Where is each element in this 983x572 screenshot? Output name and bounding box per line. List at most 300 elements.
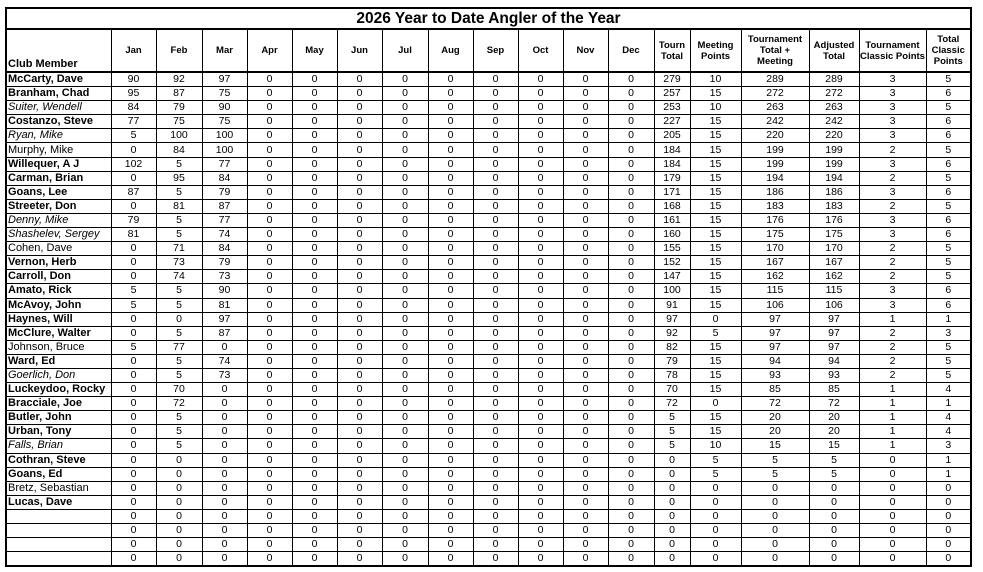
score-cell: 0 [382, 467, 428, 481]
score-cell: 0 [473, 467, 518, 481]
score-cell: 5 [156, 298, 202, 312]
score-cell: 5 [926, 354, 970, 368]
score-cell: 0 [428, 524, 473, 538]
score-cell: 0 [608, 72, 654, 87]
score-cell: 0 [337, 101, 382, 115]
score-cell: 0 [809, 524, 859, 538]
score-cell: 0 [428, 242, 473, 256]
score-cell: 0 [428, 171, 473, 185]
score-cell: 5 [111, 340, 156, 354]
score-cell: 15 [690, 256, 741, 270]
score-cell: 0 [292, 481, 337, 495]
score-cell: 0 [247, 270, 292, 284]
member-name-cell: Ryan, Mike [7, 129, 111, 143]
score-cell: 0 [608, 284, 654, 298]
score-cell: 2 [859, 143, 926, 157]
score-cell: 0 [473, 495, 518, 509]
score-cell: 84 [156, 143, 202, 157]
column-header-jun: Jun [337, 30, 382, 72]
table-row [7, 213, 970, 227]
table-row [7, 256, 970, 270]
score-cell: 0 [382, 340, 428, 354]
score-cell: 0 [518, 453, 563, 467]
score-cell: 152 [654, 256, 690, 270]
column-header-tourn-total: Tourn Total [654, 30, 690, 72]
score-cell: 0 [156, 552, 202, 566]
score-cell: 0 [473, 354, 518, 368]
score-cell: 97 [809, 340, 859, 354]
score-cell: 0 [156, 509, 202, 523]
score-cell: 147 [654, 270, 690, 284]
member-name-cell: Streeter, Don [7, 199, 111, 213]
table-row [7, 368, 970, 382]
score-cell: 0 [741, 481, 809, 495]
column-header-jan: Jan [111, 30, 156, 72]
score-cell: 70 [156, 383, 202, 397]
score-cell: 0 [563, 270, 608, 284]
score-cell: 0 [111, 312, 156, 326]
score-cell: 175 [741, 228, 809, 242]
score-cell: 0 [428, 467, 473, 481]
score-cell: 0 [111, 467, 156, 481]
header-row [7, 30, 970, 72]
score-cell: 0 [111, 425, 156, 439]
score-cell: 3 [859, 298, 926, 312]
score-cell: 0 [247, 72, 292, 87]
member-name-cell [7, 524, 111, 538]
standings-table [7, 30, 970, 565]
score-cell: 15 [690, 383, 741, 397]
score-cell: 0 [563, 312, 608, 326]
score-cell: 167 [741, 256, 809, 270]
score-cell: 0 [247, 552, 292, 566]
score-cell: 79 [156, 101, 202, 115]
score-cell: 0 [859, 509, 926, 523]
score-cell: 0 [292, 101, 337, 115]
score-cell: 0 [382, 256, 428, 270]
score-cell: 95 [156, 171, 202, 185]
score-cell: 0 [428, 411, 473, 425]
score-cell: 0 [859, 467, 926, 481]
score-cell: 0 [654, 481, 690, 495]
score-cell: 0 [518, 495, 563, 509]
score-cell: 0 [563, 143, 608, 157]
score-cell: 0 [111, 552, 156, 566]
member-name-cell: Haynes, Will [7, 312, 111, 326]
score-cell: 3 [859, 115, 926, 129]
score-cell: 0 [608, 368, 654, 382]
score-cell: 75 [202, 87, 247, 101]
table-row [7, 115, 970, 129]
score-cell: 0 [337, 354, 382, 368]
score-cell: 0 [337, 129, 382, 143]
score-cell: 0 [247, 383, 292, 397]
score-cell: 87 [111, 185, 156, 199]
table-row [7, 185, 970, 199]
score-cell: 0 [563, 439, 608, 453]
score-cell: 0 [518, 87, 563, 101]
column-header-aug: Aug [428, 30, 473, 72]
score-cell: 1 [926, 453, 970, 467]
score-cell: 74 [156, 270, 202, 284]
score-cell: 0 [859, 495, 926, 509]
score-cell: 0 [608, 524, 654, 538]
score-cell: 0 [654, 538, 690, 552]
score-cell: 15 [690, 284, 741, 298]
table-row [7, 87, 970, 101]
score-cell: 0 [518, 368, 563, 382]
score-cell: 199 [809, 143, 859, 157]
score-cell: 175 [809, 228, 859, 242]
score-cell: 15 [690, 270, 741, 284]
score-cell: 0 [111, 538, 156, 552]
score-cell: 0 [382, 298, 428, 312]
table-row [7, 397, 970, 411]
score-cell: 0 [292, 115, 337, 129]
score-cell: 0 [926, 481, 970, 495]
score-cell: 0 [202, 524, 247, 538]
score-cell: 0 [202, 340, 247, 354]
table-row [7, 199, 970, 213]
score-cell: 0 [382, 270, 428, 284]
score-cell: 0 [247, 284, 292, 298]
table-row [7, 453, 970, 467]
score-cell: 15 [690, 298, 741, 312]
score-cell: 0 [337, 524, 382, 538]
score-cell: 15 [690, 354, 741, 368]
member-name-cell: Costanzo, Steve [7, 115, 111, 129]
member-name-cell: Ward, Ed [7, 354, 111, 368]
score-cell: 0 [428, 270, 473, 284]
score-cell: 0 [654, 453, 690, 467]
score-cell: 0 [337, 439, 382, 453]
score-cell: 0 [292, 368, 337, 382]
score-cell: 0 [428, 552, 473, 566]
score-cell: 0 [859, 538, 926, 552]
score-cell: 0 [337, 397, 382, 411]
score-cell: 0 [741, 538, 809, 552]
score-cell: 0 [337, 326, 382, 340]
score-cell: 0 [247, 256, 292, 270]
score-cell: 0 [292, 185, 337, 199]
score-cell: 0 [654, 524, 690, 538]
score-cell: 102 [111, 157, 156, 171]
score-cell: 15 [690, 411, 741, 425]
member-name-cell: Goans, Lee [7, 185, 111, 199]
score-cell: 0 [382, 552, 428, 566]
score-cell: 92 [654, 326, 690, 340]
score-cell: 100 [654, 284, 690, 298]
table-body [7, 72, 970, 565]
score-cell: 0 [382, 411, 428, 425]
score-cell: 0 [563, 467, 608, 481]
score-cell: 5 [690, 467, 741, 481]
score-cell: 0 [563, 368, 608, 382]
score-cell: 0 [690, 481, 741, 495]
score-cell: 0 [608, 439, 654, 453]
table-row [7, 411, 970, 425]
score-cell: 70 [654, 383, 690, 397]
score-cell: 78 [654, 368, 690, 382]
score-cell: 0 [247, 129, 292, 143]
score-cell: 168 [654, 199, 690, 213]
score-cell: 0 [608, 340, 654, 354]
score-cell: 0 [337, 453, 382, 467]
table-row [7, 552, 970, 566]
score-cell: 71 [156, 242, 202, 256]
score-cell: 0 [247, 199, 292, 213]
score-cell: 0 [563, 157, 608, 171]
score-cell: 0 [382, 185, 428, 199]
score-cell: 0 [859, 552, 926, 566]
score-cell: 0 [382, 312, 428, 326]
score-cell: 5 [156, 326, 202, 340]
score-cell: 0 [608, 495, 654, 509]
score-cell: 0 [111, 439, 156, 453]
score-cell: 0 [202, 453, 247, 467]
table-row [7, 340, 970, 354]
score-cell: 3 [926, 326, 970, 340]
score-cell: 0 [247, 101, 292, 115]
score-cell: 0 [337, 368, 382, 382]
score-cell: 0 [473, 228, 518, 242]
score-cell: 0 [111, 368, 156, 382]
score-cell: 0 [111, 481, 156, 495]
score-cell: 0 [608, 185, 654, 199]
score-cell: 2 [859, 242, 926, 256]
score-cell: 0 [563, 256, 608, 270]
score-cell: 0 [292, 425, 337, 439]
score-cell: 0 [111, 397, 156, 411]
score-cell: 0 [337, 340, 382, 354]
score-cell: 2 [859, 340, 926, 354]
column-header-jul: Jul [382, 30, 428, 72]
score-cell: 20 [741, 425, 809, 439]
score-cell: 0 [337, 87, 382, 101]
score-cell: 0 [382, 326, 428, 340]
score-cell: 0 [247, 453, 292, 467]
score-cell: 1 [859, 397, 926, 411]
score-cell: 0 [202, 383, 247, 397]
score-cell: 10 [690, 72, 741, 87]
score-cell: 72 [741, 397, 809, 411]
score-cell: 0 [337, 157, 382, 171]
score-cell: 0 [518, 524, 563, 538]
score-cell: 5 [926, 143, 970, 157]
score-cell: 0 [337, 284, 382, 298]
score-cell: 0 [337, 115, 382, 129]
score-cell: 0 [337, 72, 382, 87]
score-cell: 0 [292, 453, 337, 467]
score-cell: 167 [809, 256, 859, 270]
score-cell: 0 [337, 171, 382, 185]
score-cell: 0 [428, 115, 473, 129]
score-cell: 5 [741, 467, 809, 481]
score-cell: 5 [926, 171, 970, 185]
score-cell: 15 [690, 199, 741, 213]
score-cell: 75 [156, 115, 202, 129]
score-cell: 0 [473, 256, 518, 270]
score-cell: 0 [337, 411, 382, 425]
table-row [7, 439, 970, 453]
score-cell: 0 [473, 115, 518, 129]
score-cell: 0 [518, 129, 563, 143]
score-cell: 0 [473, 509, 518, 523]
score-cell: 0 [247, 185, 292, 199]
table-row [7, 171, 970, 185]
score-cell: 170 [741, 242, 809, 256]
score-cell: 0 [247, 425, 292, 439]
score-cell: 0 [247, 397, 292, 411]
score-cell: 0 [563, 298, 608, 312]
score-cell: 0 [382, 199, 428, 213]
score-cell: 0 [202, 467, 247, 481]
score-cell: 0 [473, 538, 518, 552]
score-cell: 15 [690, 368, 741, 382]
score-cell: 0 [926, 538, 970, 552]
score-cell: 94 [741, 354, 809, 368]
column-header-oct: Oct [518, 30, 563, 72]
score-cell: 0 [926, 552, 970, 566]
score-cell: 90 [202, 284, 247, 298]
score-cell: 0 [563, 524, 608, 538]
score-cell: 0 [859, 481, 926, 495]
score-cell: 1 [859, 411, 926, 425]
score-cell: 81 [156, 199, 202, 213]
score-cell: 186 [741, 185, 809, 199]
score-cell: 90 [202, 101, 247, 115]
member-name-cell [7, 509, 111, 523]
score-cell: 5 [111, 298, 156, 312]
score-cell: 0 [563, 552, 608, 566]
score-cell: 0 [202, 552, 247, 566]
score-cell: 81 [202, 298, 247, 312]
score-cell: 0 [608, 213, 654, 227]
column-header-apr: Apr [247, 30, 292, 72]
column-header-sep: Sep [473, 30, 518, 72]
score-cell: 0 [156, 538, 202, 552]
score-cell: 0 [202, 411, 247, 425]
score-cell: 5 [926, 270, 970, 284]
score-cell: 0 [292, 397, 337, 411]
score-cell: 100 [202, 143, 247, 157]
score-cell: 0 [518, 481, 563, 495]
member-name-cell: McClure, Walter [7, 326, 111, 340]
score-cell: 0 [382, 87, 428, 101]
score-cell: 0 [608, 481, 654, 495]
score-cell: 0 [247, 213, 292, 227]
score-cell: 2 [859, 368, 926, 382]
score-cell: 0 [473, 312, 518, 326]
member-name-cell: Falls, Brian [7, 439, 111, 453]
score-cell: 0 [247, 509, 292, 523]
score-cell: 0 [428, 538, 473, 552]
score-cell: 0 [292, 171, 337, 185]
standings-sheet [5, 7, 972, 567]
score-cell: 0 [202, 495, 247, 509]
score-cell: 5 [926, 101, 970, 115]
score-cell: 0 [382, 157, 428, 171]
score-cell: 0 [382, 368, 428, 382]
score-cell: 0 [382, 538, 428, 552]
score-cell: 0 [337, 467, 382, 481]
member-name-cell: Shashelev, Sergey [7, 228, 111, 242]
score-cell: 0 [741, 524, 809, 538]
score-cell: 0 [690, 312, 741, 326]
score-cell: 205 [654, 129, 690, 143]
score-cell: 0 [111, 411, 156, 425]
score-cell: 199 [741, 143, 809, 157]
score-cell: 0 [608, 143, 654, 157]
score-cell: 176 [809, 213, 859, 227]
score-cell: 97 [654, 312, 690, 326]
score-cell: 79 [111, 213, 156, 227]
score-cell: 73 [202, 270, 247, 284]
score-cell: 0 [563, 481, 608, 495]
score-cell: 0 [292, 284, 337, 298]
score-cell: 0 [292, 228, 337, 242]
score-cell: 0 [337, 552, 382, 566]
score-cell: 0 [111, 495, 156, 509]
score-cell: 1 [926, 397, 970, 411]
member-name-cell: Suiter, Wendell [7, 101, 111, 115]
score-cell: 0 [518, 425, 563, 439]
score-cell: 3 [859, 87, 926, 101]
score-cell: 0 [292, 72, 337, 87]
member-name-cell: McAvoy, John [7, 298, 111, 312]
score-cell: 0 [690, 509, 741, 523]
score-cell: 0 [473, 397, 518, 411]
score-cell: 0 [563, 242, 608, 256]
score-cell: 0 [247, 340, 292, 354]
score-cell: 15 [741, 439, 809, 453]
score-cell: 0 [292, 383, 337, 397]
score-cell: 5 [926, 242, 970, 256]
score-cell: 0 [563, 185, 608, 199]
table-row [7, 509, 970, 523]
score-cell: 1 [859, 383, 926, 397]
score-cell: 0 [292, 199, 337, 213]
score-cell: 0 [247, 439, 292, 453]
score-cell: 0 [563, 228, 608, 242]
score-cell: 5 [654, 411, 690, 425]
score-cell: 0 [859, 453, 926, 467]
score-cell: 0 [382, 143, 428, 157]
score-cell: 72 [156, 397, 202, 411]
score-cell: 0 [111, 242, 156, 256]
score-cell: 0 [608, 411, 654, 425]
score-cell: 5 [156, 213, 202, 227]
score-cell: 20 [809, 425, 859, 439]
score-cell: 0 [518, 467, 563, 481]
score-cell: 242 [809, 115, 859, 129]
table-row [7, 383, 970, 397]
score-cell: 0 [292, 524, 337, 538]
table-row [7, 101, 970, 115]
score-cell: 90 [111, 72, 156, 87]
score-cell: 4 [926, 425, 970, 439]
member-name-cell: Amato, Rick [7, 284, 111, 298]
score-cell: 0 [382, 228, 428, 242]
score-cell: 3 [859, 72, 926, 87]
score-cell: 5 [156, 425, 202, 439]
column-header-nov: Nov [563, 30, 608, 72]
score-cell: 0 [111, 524, 156, 538]
score-cell: 2 [859, 256, 926, 270]
table-row [7, 495, 970, 509]
score-cell: 220 [809, 129, 859, 143]
score-cell: 72 [809, 397, 859, 411]
